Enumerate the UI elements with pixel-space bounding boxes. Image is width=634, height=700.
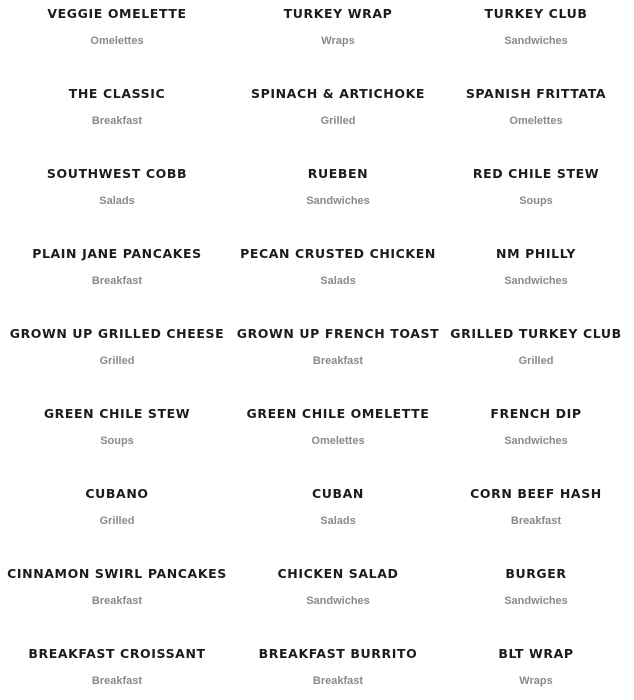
menu-item-name[interactable]: VEGGIE OMELETTE (47, 6, 187, 21)
menu-item-name[interactable]: CORN BEEF HASH (470, 486, 602, 501)
menu-item-category: Omelettes (90, 35, 144, 47)
menu-item-category: Omelettes (311, 435, 365, 447)
menu-item[interactable] (228, 400, 448, 460)
menu-item-category: Sandwiches (504, 275, 568, 287)
menu-item-name[interactable]: PECAN CRUSTED CHICKEN (240, 246, 436, 261)
menu-item-category: Salads (99, 195, 135, 207)
menu-item-name[interactable]: CHICKEN SALAD (277, 566, 399, 581)
menu-item-name[interactable]: TURKEY WRAP (283, 6, 393, 21)
menu-item-name[interactable]: BREAKFAST CROISSANT (28, 646, 206, 661)
menu-item[interactable] (7, 0, 227, 60)
menu-item[interactable] (7, 400, 227, 460)
menu-item-category: Sandwiches (504, 435, 568, 447)
menu-item-name[interactable]: FRENCH DIP (490, 406, 582, 421)
menu-item-name[interactable]: THE CLASSIC (68, 86, 166, 101)
menu-item-name[interactable]: BREAKFAST BURRITO (258, 646, 418, 661)
menu-item-category: Breakfast (510, 515, 562, 527)
menu-item[interactable] (228, 480, 448, 540)
menu-item-name[interactable]: GREEN CHILE OMELETTE (246, 406, 430, 421)
menu-item[interactable] (426, 560, 634, 620)
menu-item-category: Omelettes (509, 115, 563, 127)
menu-item[interactable] (228, 240, 448, 300)
menu-item[interactable] (228, 80, 448, 140)
menu-item-category: Wraps (519, 675, 553, 687)
menu-item-category: Sandwiches (504, 35, 568, 47)
menu-item-name[interactable]: CINNAMON SWIRL PANCAKES (7, 566, 227, 581)
menu-item[interactable] (426, 640, 634, 700)
menu-item-category: Soups (100, 435, 134, 447)
menu-item-name[interactable]: RUEBEN (307, 166, 369, 181)
menu-item-category: Breakfast (312, 355, 364, 367)
menu-item-name[interactable]: GROWN UP GRILLED CHEESE (9, 326, 225, 341)
menu-item-category: Salads (320, 275, 356, 287)
menu-item[interactable] (426, 0, 634, 60)
menu-item-name[interactable]: PLAIN JANE PANCAKES (32, 246, 202, 261)
menu-item-name[interactable]: TURKEY CLUB (484, 6, 588, 21)
menu-item-category: Breakfast (91, 675, 143, 687)
menu-item[interactable] (228, 640, 448, 700)
menu-item-category: Wraps (321, 35, 355, 47)
menu-item-name[interactable]: SPINACH & ARTICHOKE (251, 86, 425, 101)
menu-item[interactable] (7, 640, 227, 700)
menu-item[interactable] (7, 240, 227, 300)
menu-item[interactable] (426, 160, 634, 220)
menu-item-category: Sandwiches (306, 595, 370, 607)
menu-item[interactable] (426, 400, 634, 460)
menu-item-category: Grilled (99, 355, 135, 367)
menu-item[interactable] (7, 480, 227, 540)
menu-item-name[interactable]: BLT WRAP (498, 646, 574, 661)
menu-item-category: Breakfast (312, 675, 364, 687)
menu-item-category: Breakfast (91, 595, 143, 607)
menu-item[interactable] (426, 320, 634, 380)
menu-item-name[interactable]: CUBAN (312, 486, 364, 501)
menu-item[interactable] (7, 320, 227, 380)
menu-item-name[interactable]: SOUTHWEST COBB (46, 166, 188, 181)
menu-item-category: Sandwiches (306, 195, 370, 207)
menu-item[interactable] (228, 0, 448, 60)
menu-item-name[interactable]: NM PHILLY (496, 246, 576, 261)
menu-item-name[interactable]: SPANISH FRITTATA (465, 86, 607, 101)
menu-item-category: Grilled (99, 515, 135, 527)
menu-item[interactable] (426, 240, 634, 300)
menu-item-category: Soups (519, 195, 553, 207)
menu-item-name[interactable]: BURGER (505, 566, 567, 581)
menu-item[interactable] (228, 160, 448, 220)
menu-item[interactable] (7, 80, 227, 140)
menu-item-name[interactable]: GRILLED TURKEY CLUB (450, 326, 622, 341)
menu-item-category: Sandwiches (504, 595, 568, 607)
menu-item-name[interactable]: GREEN CHILE STEW (43, 406, 191, 421)
menu-item[interactable] (426, 480, 634, 540)
menu-item[interactable] (228, 560, 448, 620)
menu-item[interactable] (7, 160, 227, 220)
menu-item-name[interactable]: CUBANO (85, 486, 149, 501)
menu-item-category: Grilled (320, 115, 356, 127)
menu-item-category: Grilled (518, 355, 554, 367)
menu-item-category: Breakfast (91, 275, 143, 287)
menu-item[interactable] (426, 80, 634, 140)
menu-item-category: Salads (320, 515, 356, 527)
menu-item[interactable] (228, 320, 448, 380)
menu-item-name[interactable]: GROWN UP FRENCH TOAST (236, 326, 440, 341)
menu-item-category: Breakfast (91, 115, 143, 127)
menu-item[interactable] (7, 560, 227, 620)
menu-item-name[interactable]: RED CHILE STEW (472, 166, 600, 181)
